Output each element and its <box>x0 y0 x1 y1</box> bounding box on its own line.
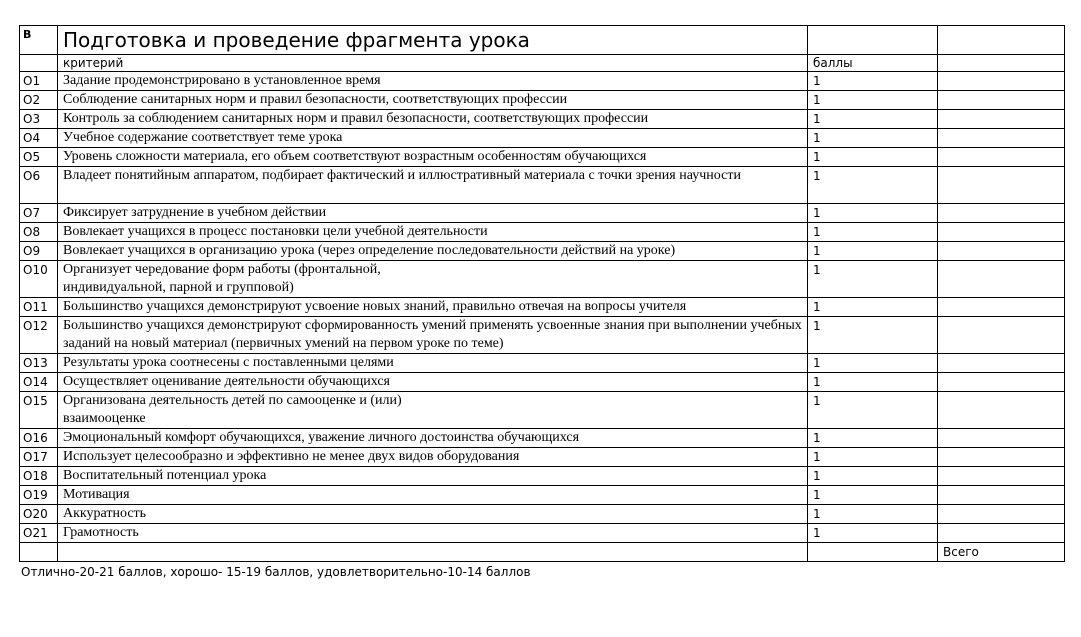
empty-cell <box>808 26 938 55</box>
criterion-code: О9 <box>20 242 58 261</box>
criterion-score: 1 <box>808 91 938 110</box>
criterion-score: 1 <box>808 392 938 429</box>
criterion-score: 1 <box>808 486 938 505</box>
table-row <box>20 110 1065 129</box>
empty-cell <box>938 373 1065 392</box>
criterion-text: Большинство учащихся демонстрируют усвоение новых знаний, правильно отвечая на вопросы учителя <box>58 298 808 317</box>
table-row <box>20 148 1065 167</box>
table-header-row <box>20 55 1065 72</box>
empty-cell <box>938 392 1065 429</box>
empty-cell <box>938 223 1065 242</box>
criterion-text: Большинство учащихся демонстрируют сформированность умений применять усвоенные знания при выполнении учебных заданий на новый материал (первичных умений на первом уроке по теме) <box>58 317 808 354</box>
criterion-score: 1 <box>808 167 938 204</box>
empty-cell <box>938 261 1065 298</box>
table-row <box>20 429 1065 448</box>
criterion-code: О3 <box>20 110 58 129</box>
empty-cell <box>938 110 1065 129</box>
table-row <box>20 129 1065 148</box>
criterion-text: Вовлекает учащихся в процесс постановки цели учебной деятельности <box>58 223 808 242</box>
criterion-text: Осуществляет оценивание деятельности обучающихся <box>58 373 808 392</box>
criterion-score: 1 <box>808 242 938 261</box>
empty-cell <box>938 167 1065 204</box>
criterion-text: Использует целесообразно и эффективно не менее двух видов оборудования <box>58 448 808 467</box>
criterion-text: Аккуратность <box>58 505 808 524</box>
criterion-score: 1 <box>808 204 938 223</box>
table-row <box>20 204 1065 223</box>
criterion-text: Мотивация <box>58 486 808 505</box>
table-title-row <box>20 26 1065 55</box>
criterion-score: 1 <box>808 505 938 524</box>
grading-footnote: Отлично-20-21 баллов, хорошо- 15-19 баллов, удовлетворительно-10-14 баллов <box>21 565 531 579</box>
table-row <box>20 242 1065 261</box>
criterion-code: О14 <box>20 373 58 392</box>
total-label: Всего <box>938 543 1065 562</box>
criterion-code: О18 <box>20 467 58 486</box>
criterion-text: Фиксирует затруднение в учебном действии <box>58 204 808 223</box>
criterion-score: 1 <box>808 524 938 543</box>
criterion-code: О8 <box>20 223 58 242</box>
criterion-code: О5 <box>20 148 58 167</box>
criterion-text: Контроль за соблюдением санитарных норм и правил безопасности, соответствующих профессии <box>58 110 808 129</box>
table-row <box>20 223 1065 242</box>
empty-cell <box>808 543 938 562</box>
assessment-document <box>19 25 1064 580</box>
table-row <box>20 167 1065 204</box>
criterion-text: Задание продемонстрировано в установленное время <box>58 72 808 91</box>
empty-cell <box>938 55 1065 72</box>
empty-cell <box>938 204 1065 223</box>
criterion-code: О13 <box>20 354 58 373</box>
criterion-text: Эмоциональный комфорт обучающихся, уважение личного достоинства обучающихся <box>58 429 808 448</box>
table-row <box>20 317 1065 354</box>
empty-cell <box>938 298 1065 317</box>
table-row <box>20 486 1065 505</box>
criterion-score: 1 <box>808 129 938 148</box>
table-row <box>20 467 1065 486</box>
empty-cell <box>20 55 58 72</box>
criterion-text: Вовлекает учащихся в организацию урока (через определение последовательности действий на уроке) <box>58 242 808 261</box>
table-title: Подготовка и проведение фрагмента урока <box>58 26 808 55</box>
criterion-text: Организована деятельность детей по самооценке и (или) взаимооценке <box>58 392 808 429</box>
criterion-score: 1 <box>808 429 938 448</box>
table-row <box>20 448 1065 467</box>
criterion-text: Учебное содержание соответствует теме урока <box>58 129 808 148</box>
table-row <box>20 524 1065 543</box>
criterion-code: О10 <box>20 261 58 298</box>
criterion-score: 1 <box>808 72 938 91</box>
empty-cell <box>938 91 1065 110</box>
table-row <box>20 261 1065 298</box>
criterion-text: Грамотность <box>58 524 808 543</box>
criterion-code: О17 <box>20 448 58 467</box>
empty-cell <box>938 148 1065 167</box>
criterion-text: Владеет понятийным аппаратом, подбирает фактический и иллюстративный материала с точки зрения научности <box>58 167 808 204</box>
criterion-text: Воспитательный потенциал урока <box>58 467 808 486</box>
criterion-score: 1 <box>808 467 938 486</box>
empty-cell <box>938 26 1065 55</box>
table-total-row <box>20 543 1065 562</box>
criterion-code: О2 <box>20 91 58 110</box>
empty-cell <box>58 543 808 562</box>
criterion-text: Соблюдение санитарных норм и правил безопасности, соответствующих профессии <box>58 91 808 110</box>
section-code: В <box>20 26 58 55</box>
criteria-header: критерий <box>58 55 808 72</box>
criterion-text: Организует чередование форм работы (фронтальной, индивидуальной, парной и групповой) <box>58 261 808 298</box>
criterion-score: 1 <box>808 373 938 392</box>
empty-cell <box>938 505 1065 524</box>
criterion-score: 1 <box>808 148 938 167</box>
empty-cell <box>20 543 58 562</box>
criterion-code: О4 <box>20 129 58 148</box>
criterion-code: О11 <box>20 298 58 317</box>
empty-cell <box>938 242 1065 261</box>
score-header: баллы <box>808 55 938 72</box>
criteria-table <box>19 25 1065 562</box>
criterion-score: 1 <box>808 298 938 317</box>
table-row <box>20 72 1065 91</box>
empty-cell <box>938 524 1065 543</box>
table-row <box>20 298 1065 317</box>
criterion-code: О19 <box>20 486 58 505</box>
empty-cell <box>938 354 1065 373</box>
empty-cell <box>938 467 1065 486</box>
empty-cell <box>938 448 1065 467</box>
empty-cell <box>938 72 1065 91</box>
empty-cell <box>938 317 1065 354</box>
table-row <box>20 354 1065 373</box>
table-row <box>20 91 1065 110</box>
criterion-code: О15 <box>20 392 58 429</box>
criterion-code: О20 <box>20 505 58 524</box>
criterion-code: О7 <box>20 204 58 223</box>
criterion-code: О12 <box>20 317 58 354</box>
table-row <box>20 505 1065 524</box>
criterion-score: 1 <box>808 448 938 467</box>
criterion-score: 1 <box>808 354 938 373</box>
table-row <box>20 392 1065 429</box>
criterion-code: О16 <box>20 429 58 448</box>
criterion-code: О21 <box>20 524 58 543</box>
empty-cell <box>938 486 1065 505</box>
criterion-score: 1 <box>808 223 938 242</box>
criterion-text: Результаты урока соотнесены с поставленными целями <box>58 354 808 373</box>
criterion-text: Уровень сложности материала, его объем соответствуют возрастным особенностям обучающихся <box>58 148 808 167</box>
empty-cell <box>938 429 1065 448</box>
table-row <box>20 373 1065 392</box>
criterion-score: 1 <box>808 317 938 354</box>
criterion-code: О6 <box>20 167 58 204</box>
criterion-score: 1 <box>808 261 938 298</box>
criterion-code: О1 <box>20 72 58 91</box>
empty-cell <box>938 129 1065 148</box>
criterion-score: 1 <box>808 110 938 129</box>
